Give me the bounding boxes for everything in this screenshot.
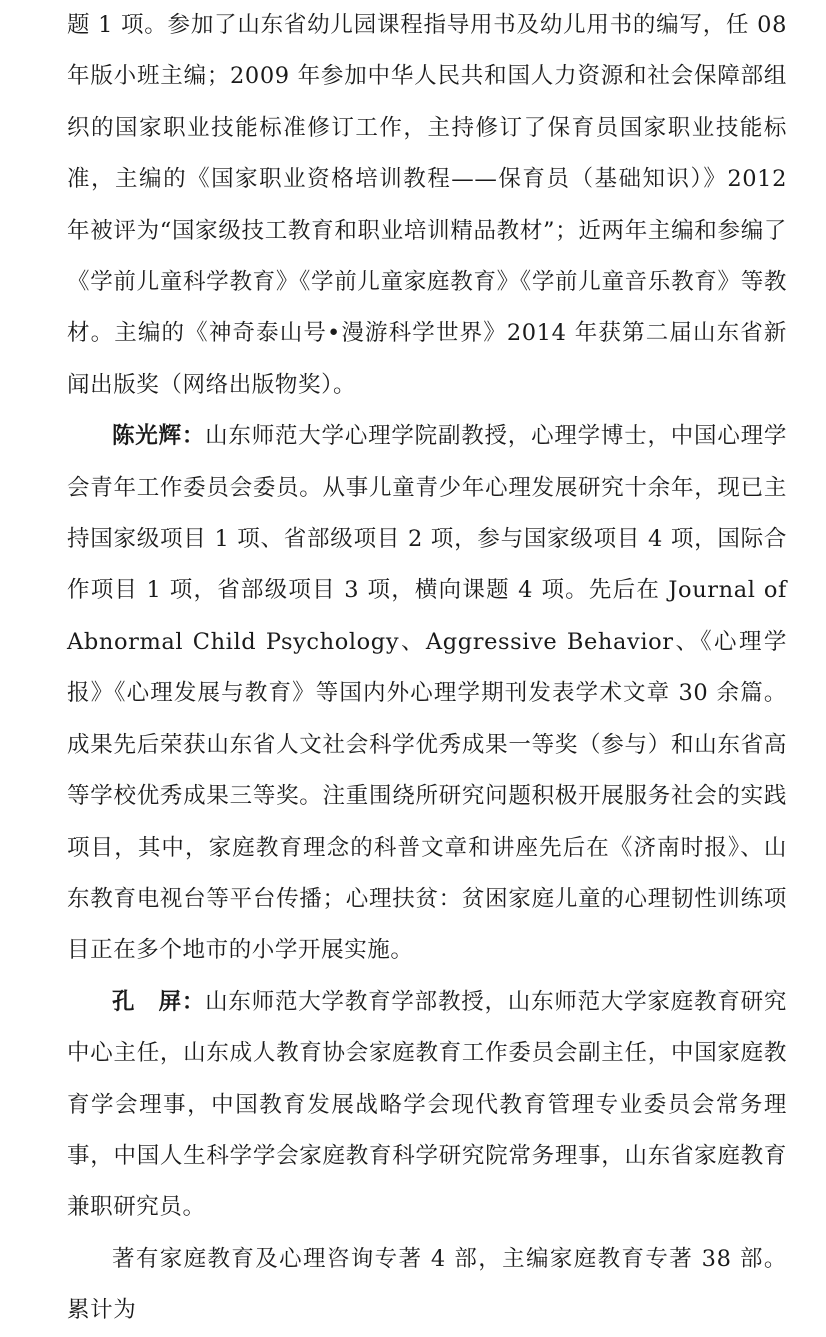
paragraph-text: 山东师范大学教育学部教授，山东师范大学家庭教育研究中心主任，山东成人教育协会家庭教育工作委员会副主任，中国家庭教育学会理事，中国教育发展战略学会现代教育管理专业委员会常务理事，中国人生科学学会家庭教育科学研究院常务理事，山东省家庭教育兼职研究员。 xyxy=(67,988,787,1221)
document-body xyxy=(67,0,787,1337)
paragraph-text: 山东师范大学心理学院副教授，心理学博士，中国心理学会青年工作委员会委员。从事儿童青少年心理发展研究十余年，现已主持国家级项目 1 项、省部级项目 2 项，参与国家级项目 4 项，国际合作项目 1 项，省部级项目 3 项，横向课题 4 项。先后在 Journal of Abnormal Child Psychology、Aggressive Behavior、《心理学报》《心理发展与教育》等国内外心理学期刊发表学术文章 30 余篇。成果先后荣获山东省人文社会科学优秀成果一等奖（参与）和山东省高等学校优秀成果三等奖。注重围绕所研究问题积极开展服务社会的实践项目，其中，家庭教育理念的科普文章和讲座先后在《济南时报》、山东教育电视台等平台传播；心理扶贫：贫困家庭儿童的心理韧性训练项目正在多个地市的小学开展实施。 xyxy=(67,423,787,964)
paragraph-bio-kong-ping xyxy=(67,977,787,1234)
paragraph-continuation xyxy=(67,0,787,411)
paragraph-publications xyxy=(67,1234,787,1337)
paragraph-text: 著有家庭教育及心理咨询专著 4 部，主编家庭教育专著 38 部。累计为 xyxy=(67,1245,787,1324)
person-name: 孔 屏： xyxy=(112,988,206,1015)
person-name: 陈光辉： xyxy=(112,423,206,450)
paragraph-bio-chen-guanghui xyxy=(67,411,787,976)
paragraph-text: 题 1 项。参加了山东省幼儿园课程指导用书及幼儿用书的编写，任 08 年版小班主编；2009 年参加中华人民共和国人力资源和社会保障部组织的国家职业技能标准修订工作，主持修订了保育员国家职业技能标准，主编的《国家职业资格培训教程——保育员（基础知识）》2012 年被评为“国家级技工教育和职业培训精品教材”；近两年主编和参编了《学前儿童科学教育》《学前儿童家庭教育》《学前儿童音乐教育》等教材。主编的《神奇泰山号•漫游科学世界》2014 年获第二届山东省新闻出版奖（网络出版物奖）。 xyxy=(67,12,787,398)
